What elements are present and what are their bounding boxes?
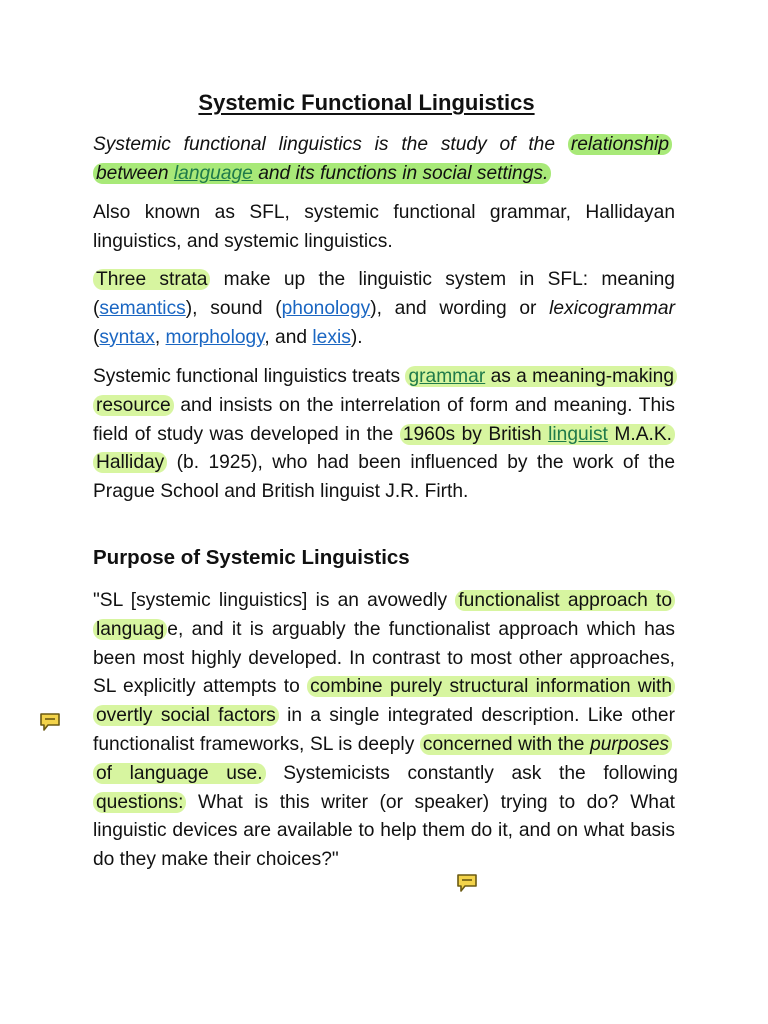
quote-paragraph (93, 587, 678, 875)
highlight-questions: questions: (93, 792, 186, 813)
link-grammar[interactable]: grammar (408, 366, 486, 387)
highlight-text: relationship (570, 134, 669, 155)
highlight-text: as a meaning-making resource (96, 366, 675, 416)
intro-text: Systemic functional linguistics is the study of the (93, 134, 556, 155)
comment-icon (456, 873, 478, 893)
strata-text: ). (350, 326, 363, 348)
quote-text: "SL [systemic linguistics] is an avowedly (93, 590, 448, 611)
page-title: Systemic Functional Linguistics (198, 90, 535, 115)
highlight-text: concerned with the (422, 733, 585, 755)
highlight-text: M.A.K. Halliday (96, 423, 672, 474)
treats-text: and insists on the interrelation of form and meaning. This field of study was developed in the (93, 394, 675, 445)
comment-icon[interactable] (39, 712, 61, 730)
purposes-term: purposes (590, 733, 669, 755)
quote-text: What is this writer (or speaker) trying to do? What linguistic devices are available to help them do it, and on what basis do they make their choices?" (93, 791, 675, 871)
highlight-text: of language use. (96, 762, 263, 784)
strata-text: , (154, 326, 161, 348)
link-language[interactable]: language (173, 162, 253, 184)
link-lexis[interactable]: lexis (312, 326, 351, 348)
strata-text: , and (264, 326, 308, 348)
strata-text: ), sound ( (185, 297, 282, 319)
highlight-functionalist-approach: functionalist approach to languag (93, 590, 675, 640)
link-morphology[interactable]: morphology (165, 326, 265, 348)
link-phonology[interactable]: phonology (281, 297, 371, 319)
highlight-text: and its functions in social settings. (258, 162, 549, 184)
strata-text: ( (93, 326, 100, 348)
lexicogrammar-term: lexicogrammar (549, 297, 675, 319)
comment-icon (39, 712, 61, 732)
treats-text: (b. 1925), who had been influenced by the work of the Prague School and British linguist J.R. Firth. (93, 452, 675, 503)
comment-icon[interactable] (456, 873, 478, 891)
section-heading: Purpose of Systemic Linguistics (93, 546, 410, 569)
strata-paragraph (93, 266, 675, 352)
highlight-three-strata: Three strata (93, 269, 210, 290)
link-syntax[interactable]: syntax (99, 326, 155, 348)
strata-text: ), and wording or (370, 297, 537, 319)
treats-paragraph (93, 363, 675, 507)
aka-paragraph: Also known as SFL, systemic functional grammar, Hallidayan linguistics, and systemic linguistics. (93, 202, 675, 252)
link-linguist[interactable]: linguist (548, 423, 608, 445)
quote-text: e, and it is arguably the functionalist approach which has been most highly developed. In contrast to most other approaches, SL explicitly attempts to (93, 618, 675, 698)
quote-text: in a single integrated description. Like other functionalist frameworks, SL is deeply (93, 705, 675, 755)
strata-text: make up the linguistic system in SFL: meaning ( (93, 269, 675, 319)
treats-text: Systemic functional linguistics treats (93, 366, 401, 387)
highlight-text: 1960s by British (402, 423, 542, 445)
intro-paragraph (93, 131, 675, 189)
highlight-text: between (96, 162, 169, 184)
quote-text: Systemicists constantly ask the following (283, 762, 678, 784)
link-semantics[interactable]: semantics (99, 297, 186, 319)
highlight-combine-structural: combine purely structural information with overtly social factors (93, 676, 675, 726)
